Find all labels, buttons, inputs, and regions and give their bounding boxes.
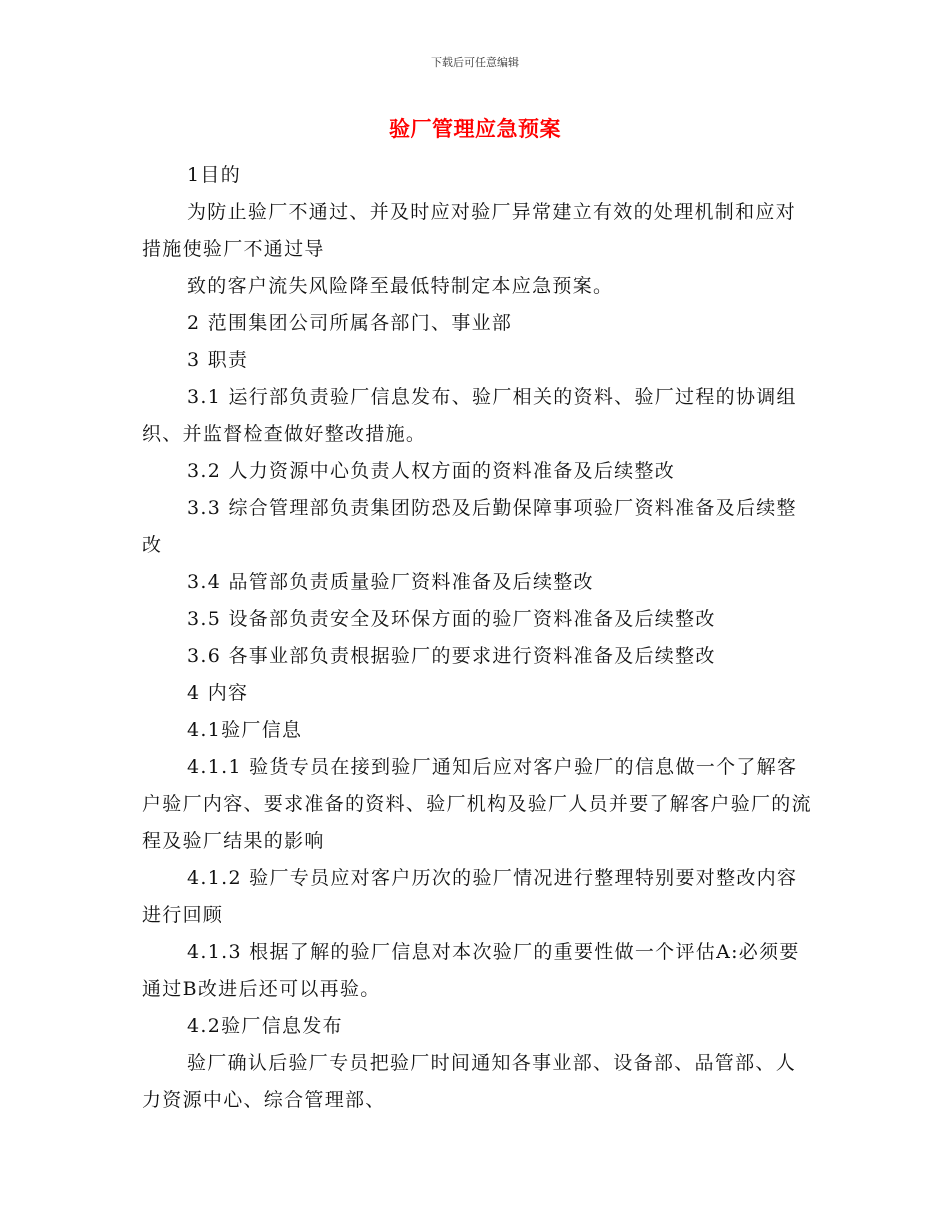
body-paragraph: 为防止验厂不通过、并及时应对验厂异常建立有效的处理机制和应对措施使验厂不通过导: [142, 201, 797, 260]
subsection-heading: 4.2验厂信息发布: [187, 1015, 343, 1037]
section-heading-purpose: 1目的: [187, 164, 241, 186]
subsection-heading: 4.1验厂信息: [187, 719, 303, 741]
duty-item: 3.5 设备部负责安全及环保方面的验厂资料准备及后续整改: [187, 608, 716, 630]
document-title: 验厂管理应急预案: [389, 117, 561, 141]
header-note: 下载后可任意编辑: [431, 56, 519, 69]
section-heading-duties: 3 职责: [187, 349, 249, 371]
content-item: 4.1.3 根据了解的验厂信息对本次验厂的重要性做一个评估A:必须要通过B改进后还可以再验。: [142, 941, 800, 1000]
duty-item: 3.1 运行部负责验厂信息发布、验厂相关的资料、验厂过程的协调组织、并监督检查做好整改措施。: [142, 386, 797, 445]
duty-item: 3.6 各事业部负责根据验厂的要求进行资料准备及后续整改: [187, 645, 716, 667]
content-item: 验厂确认后验厂专员把验厂时间通知各事业部、设备部、品管部、人力资源中心、综合管理部、: [142, 1052, 797, 1111]
content-item: 4.1.1 验货专员在接到验厂通知后应对客户验厂的信息做一个了解客户验厂内容、要求准备的资料、验厂机构及验厂人员并要了解客户验厂的流程及验厂结果的影响: [142, 756, 812, 852]
section-heading-scope: 2 范围集团公司所属各部门、事业部: [187, 312, 513, 334]
body-paragraph: 致的客户流失风险降至最低特制定本应急预案。: [187, 275, 614, 297]
document-body: [142, 157, 812, 1119]
duty-item: 3.2 人力资源中心负责人权方面的资料准备及后续整改: [187, 460, 676, 482]
content-item: 4.1.2 验厂专员应对客户历次的验厂情况进行整理特别要对整改内容进行回顾: [142, 867, 798, 926]
section-heading-content: 4 内容: [187, 682, 249, 704]
duty-item: 3.4 品管部负责质量验厂资料准备及后续整改: [187, 571, 594, 593]
duty-item: 3.3 综合管理部负责集团防恐及后勤保障事项验厂资料准备及后续整改: [142, 497, 797, 556]
